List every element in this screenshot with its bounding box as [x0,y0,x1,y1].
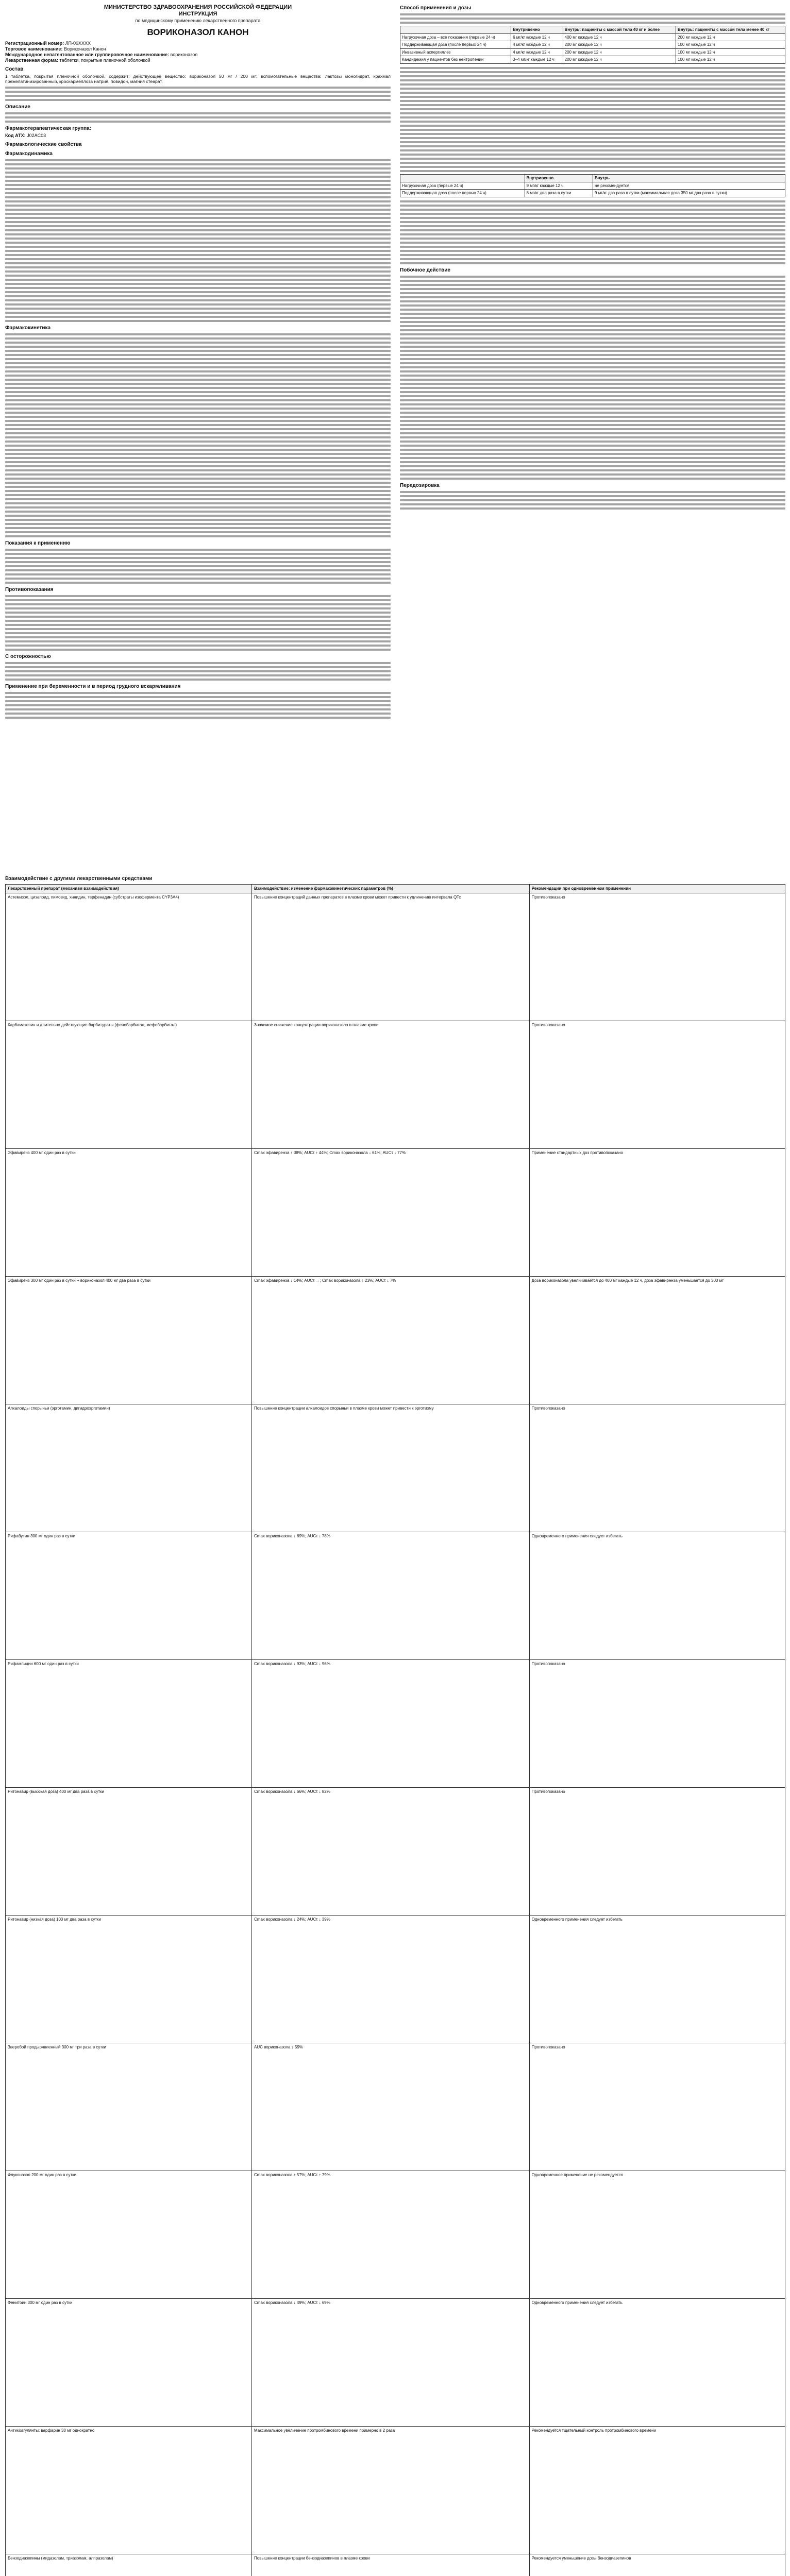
section-heading: Способ применения и дозы [400,5,472,11]
interaction-table [5,884,785,2576]
table-cell [6,1021,252,1148]
table-cell [6,1532,252,1659]
table-row [400,182,785,190]
registration-row [5,52,391,58]
text-block [5,549,391,584]
table-cell: 200 мг каждые 12 ч [563,48,676,56]
table-cell [529,2298,785,2426]
table-row [6,1021,785,1148]
table-cell: 8 мг/кг два раза в сутки [525,190,593,197]
table-cell: 400 мг каждые 12 ч [563,33,676,41]
table-header-cell: Внутрь: пациенты с массой тела 40 кг и более [563,26,676,34]
table-cell: Поддерживающая доза (после первых 24 ч) [400,190,525,197]
table-cell [529,893,785,1021]
cell-text: Зверобой продырявленный 300 мг три раза в сутки [8,2044,106,2049]
table-cell: 100 мг каждые 12 ч [676,48,785,56]
table-cell [252,893,530,1021]
section-heading: Передозировка [400,482,440,488]
table-header-cell [400,26,511,34]
text-block [5,595,391,651]
cell-text: Противопоказано [531,1661,565,1666]
composition-text: 1 таблетка, покрытая пленочной оболочкой, содержит: действующее вещество: вориконазол 50 мг / 200 мг; вспомогательные вещества: лактозы моногидрат, крахмал прежелатинизированный, кроскармеллоза натрия, повидон, магния стеарат. [5,74,391,84]
cell-text: Антикоагулянты: варфарин 30 мг однократно [8,2428,95,2433]
cell-text: Ритонавир (низкая доза) 100 мг два раза в сутки [8,1917,101,1922]
table-row [6,1659,785,1787]
table-cell [529,1276,785,1404]
table-cell: 4 мг/кг каждые 12 ч [511,41,563,49]
table-header-cell: Внутрь [593,174,785,182]
cell-text: Флуконазол 200 мг один раз в сутки [8,2172,77,2177]
table-row [6,2171,785,2298]
text-block [400,67,785,172]
cell-text: Cmax вориконазола ↓ 69%; AUCτ ↓ 78% [254,1533,330,1538]
table-header-cell: Внутрь: пациенты с массой тела менее 40 кг [676,26,785,34]
cell-text: Ритонавир (высокая доза) 400 мг два раза в сутки [8,1789,104,1794]
table-row [400,33,785,41]
table-cell [252,2426,530,2554]
cell-text: Одновременного применения следует избегать [531,1533,623,1538]
cell-text: Противопоказано [531,894,565,900]
table-header-cell: Взаимодействие: изменение фармакокинетических параметров (%) [252,885,530,893]
table-cell: 200 мг каждые 12 ч [563,41,676,49]
table-row [6,2426,785,2554]
table-cell [529,2043,785,2171]
text-block [5,662,391,681]
table-cell: 9 мг/кг каждые 12 ч [525,182,593,190]
text-block [5,692,391,719]
registration-row [5,46,391,52]
table-cell [529,1915,785,2043]
table-cell: 100 мг каждые 12 ч [676,41,785,49]
table-cell: 3–4 мг/кг каждые 12 ч [511,56,563,64]
cell-text: Доза вориконазола увеличивается до 400 мг каждые 12 ч, доза эфавиренза уменьшается до 300 мг [531,1278,724,1283]
cell-text: Cmax вориконазола ↓ 49%; AUCτ ↓ 69% [254,2300,330,2305]
table-cell [6,1915,252,2043]
cell-text: Одновременного применения следует избегать [531,1917,623,1922]
interaction-section [5,876,785,2576]
cell-text: Эфавиренз 300 мг один раз в сутки + вориконазол 400 мг два раза в сутки [8,1278,150,1283]
cell-text: Алкалоиды спорыньи (эрготамин, дигидроэрготамин) [8,1405,110,1411]
table-cell [252,2554,530,2576]
table-cell [6,2426,252,2554]
table-cell [529,1021,785,1148]
table-cell [6,2554,252,2576]
table-cell: 100 мг каждые 12 ч [676,56,785,64]
table-cell: Нагрузочная доза – все показания (первые 24 ч) [400,33,511,41]
registration-label: Торговое наименование: [5,46,63,52]
cell-text: Противопоказано [531,1022,565,1027]
table-cell [529,2426,785,2554]
table-cell [252,2043,530,2171]
section-subheading: Фармакокинетика [5,325,51,331]
table-cell: Инвазивный аспергиллез [400,48,511,56]
dose-table [400,26,785,64]
table-cell: Кандидемия у пациентов без нейтропении [400,56,511,64]
table-row [6,1915,785,2043]
table-cell: Поддерживающая доза (после первых 24 ч) [400,41,511,49]
table-row [6,1787,785,1915]
atc-code: J02AC03 [27,132,46,138]
table-header-row [400,26,785,34]
table-cell [6,1787,252,1915]
section-heading: Применение при беременности и в период грудного вскармливания [5,683,181,689]
table-cell [529,2554,785,2576]
cell-text: AUC вориконазола ↓ 59% [254,2044,303,2049]
table-row [400,41,785,49]
table-cell [529,1787,785,1915]
section-heading: Показания к применению [5,540,71,546]
cell-text: Повышение концентрации бензодиазепинов в плазме крови [254,2555,370,2561]
section-heading: Описание [5,104,30,110]
table-cell [252,2171,530,2298]
text-block [400,200,785,264]
cell-text: Противопоказано [531,1789,565,1794]
document-subtitle: по медицинскому применению лекарственного препарата [135,18,261,23]
cell-text: Значимое снижение концентрации вориконазола в плазме крови [254,1022,379,1027]
atc-label: Код АТХ: [5,132,26,138]
registration-label: Международное непатентованное или группировочное наименование: [5,52,170,57]
registration-value: ЛП-00XXXX [65,41,91,46]
table-cell [252,1915,530,2043]
table-cell: Нагрузочная доза (первые 24 ч) [400,182,525,190]
table-header-cell: Лекарственный препарат (механизм взаимодействия) [6,885,252,893]
table-header-row [6,885,785,893]
registration-value: Вориконазол Канон [63,46,106,52]
right-column [400,0,785,871]
cell-text: Фенитоин 300 мг один раз в сутки [8,2300,73,2305]
table-row [6,1404,785,1532]
cell-text: Эфавиренз 400 мг один раз в сутки [8,1150,76,1155]
table-cell [6,1276,252,1404]
section-subheading: Фармакодинамика [5,150,53,157]
registration-row [5,41,391,46]
text-block [5,112,391,123]
table-row [6,2298,785,2426]
table-row [6,1148,785,1276]
text-block [400,13,785,24]
table-cell: 200 мг каждые 12 ч [676,33,785,41]
table-cell: 6 мг/кг каждые 12 ч [511,33,563,41]
table-cell [6,2298,252,2426]
registration-label: Регистрационный номер: [5,41,64,46]
table-row [6,2554,785,2576]
registration-value: таблетки, покрытые пленочной оболочкой [59,58,150,63]
cell-text: Cmax вориконазола ↓ 93%; AUCτ ↓ 96% [254,1661,330,1666]
table-row [6,1532,785,1659]
table-header-cell [400,174,525,182]
table-cell [252,1148,530,1276]
table-row [6,1276,785,1404]
cell-text: Противопоказано [531,1405,565,1411]
cell-text: Cmax эфавиренза ↑ 38%; AUCτ ↑ 44%; Cmax вориконазола ↓ 61%; AUCτ ↓ 77% [254,1150,406,1155]
table-cell [529,1659,785,1787]
text-block [5,87,391,101]
cell-text: Рекомендуется тщательный контроль протромбинового времени [531,2428,657,2433]
cell-text: Применение стандартных доз противопоказано [531,1150,624,1155]
table-cell [6,1404,252,1532]
table-cell [529,1532,785,1659]
table-cell [252,1404,530,1532]
cell-text: Бензодиазепины (мидазолам, триазолам, алпразолам) [8,2555,113,2561]
table-row [400,48,785,56]
table-cell [252,1021,530,1148]
cell-text: Рекомендуется уменьшение дозы бензодиазепинов [531,2555,631,2561]
table-cell [6,893,252,1021]
table-header-row [400,174,785,182]
cell-text: Астемизол, цизаприд, пимозид, хинидин, терфенадин (субстраты изофермента CYP3A4) [8,894,179,900]
table-row [400,190,785,197]
cell-text: Повышение концентрации алкалоидов спорыньи в плазме крови может привести к эрготизму [254,1405,434,1411]
table-header-cell: Рекомендации при одновременном применении [529,885,785,893]
table-header-cell: Внутривенно [511,26,563,34]
document-header [5,4,391,24]
registration-value: вориконазол [170,52,198,57]
section-heading: Фармакотерапевтическая группа: [5,125,92,131]
text-block [5,333,391,537]
table-cell: не рекомендуется [593,182,785,190]
text-block [400,276,785,480]
drug-title: ВОРИКОНАЗОЛ КАНОН [147,27,249,37]
cell-text: Карбамазепин и длительно действующие барбитураты (фенобарбитал, мефобарбитал) [8,1022,177,1027]
table-cell [6,1659,252,1787]
registration-block [5,41,391,63]
table-cell [252,1532,530,1659]
text-block [400,491,785,510]
cell-text: Cmax вориконазола ↓ 66%; AUCτ ↓ 82% [254,1789,330,1794]
table-cell: 4 мг/кг каждые 12 ч [511,48,563,56]
table-cell [252,1276,530,1404]
section-heading: Противопоказания [5,586,54,592]
ministry-name: МИНИСТЕРСТВО ЗДРАВООХРАНЕНИЯ РОССИЙСКОЙ ФЕДЕРАЦИИ [104,4,292,10]
table-cell [252,2298,530,2426]
document-type: ИНСТРУКЦИЯ [178,11,217,17]
cell-text: Cmax эфавиренза ↓ 14%; AUCτ ↔; Cmax вориконазола ↑ 23%; AUCτ ↓ 7% [254,1278,396,1283]
table-cell: 200 мг каждые 12 ч [563,56,676,64]
section-heading: С осторожностью [5,653,51,659]
pediatric-dose-table [400,174,785,197]
text-block [5,159,391,322]
table-cell [6,2171,252,2298]
table-row [400,56,785,64]
left-column [5,0,391,871]
interaction-title: Взаимодействие с другими лекарственными средствами [5,876,153,882]
table-header-cell: Внутривенно [525,174,593,182]
registration-row [5,58,391,63]
cell-text: Рифампицин 600 мг один раз в сутки [8,1661,79,1666]
table-cell [529,1404,785,1532]
cell-text: Повышение концентраций данных препаратов в плазме крови может привести к удлинению интервала QTc [254,894,461,900]
cell-text: Одновременное применение не рекомендуется [531,2172,623,2177]
cell-text: Cmax вориконазола ↓ 24%; AUCτ ↓ 39% [254,1917,330,1922]
table-cell [529,2171,785,2298]
table-row [6,2043,785,2171]
section-heading: Побочное действие [400,267,450,273]
cell-text: Cmax вориконазола ↑ 57%; AUCτ ↑ 79% [254,2172,330,2177]
atc-row [5,133,391,139]
table-cell [252,1659,530,1787]
cell-text: Максимальное увеличение протромбинового времени примерно в 2 раза [254,2428,395,2433]
cell-text: Рифабутин 300 мг один раз в сутки [8,1533,76,1538]
table-cell [6,2043,252,2171]
interaction-table-body [6,893,785,2576]
registration-label: Лекарственная форма: [5,58,58,63]
section-heading: Фармакологические свойства [5,141,82,147]
table-cell: 9 мг/кг два раза в сутки (максимальная доза 350 мг два раза в сутки) [593,190,785,197]
table-row [6,893,785,1021]
cell-text: Противопоказано [531,2044,565,2049]
table-cell [6,1148,252,1276]
table-cell [252,1787,530,1915]
cell-text: Одновременного применения следует избегать [531,2300,623,2305]
section-heading: Состав [5,66,24,72]
table-cell [529,1148,785,1276]
